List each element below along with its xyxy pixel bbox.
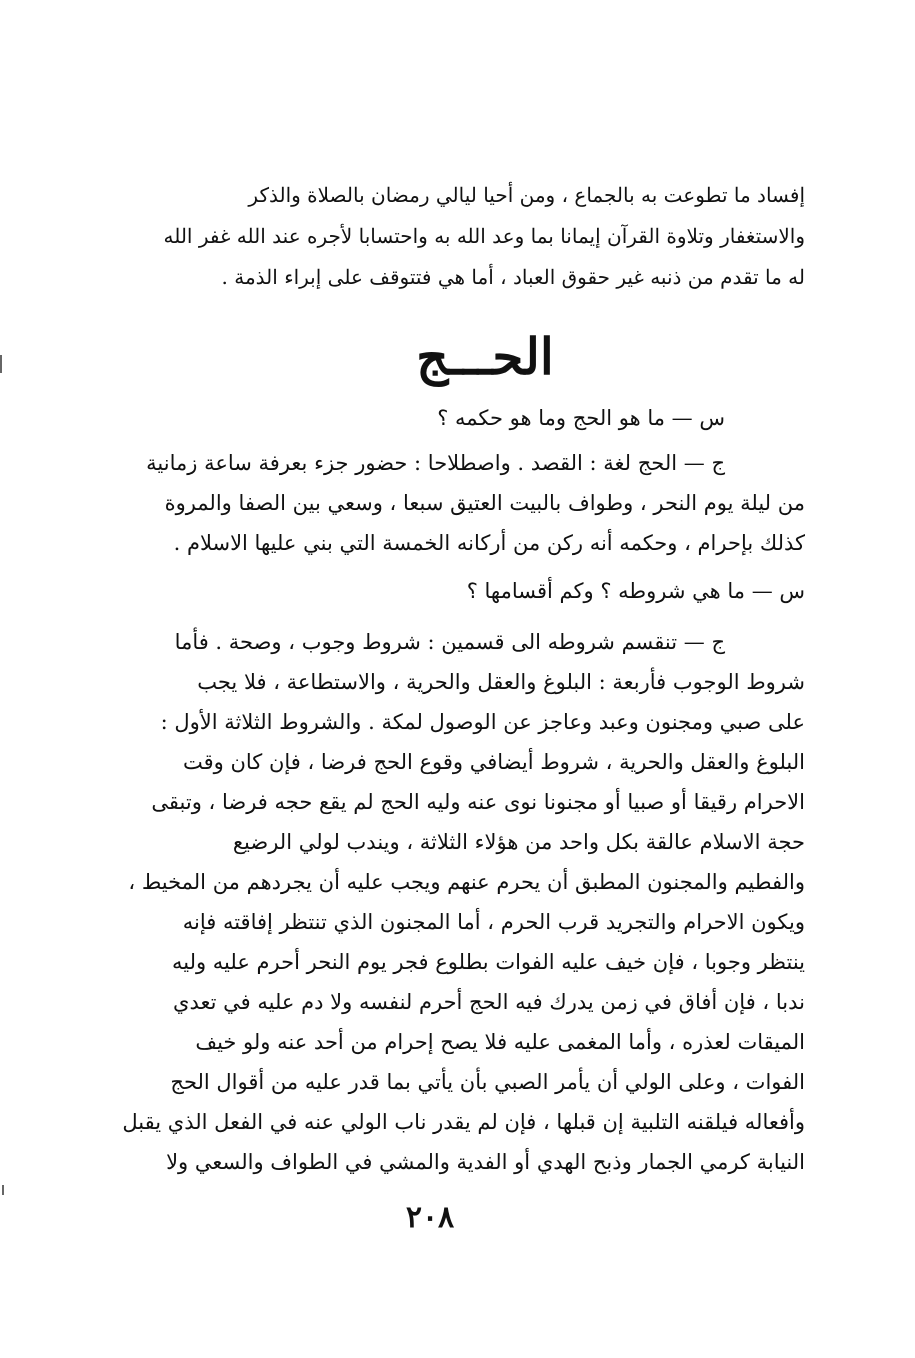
text-line: له ما تقدم من ذنبه غير حقوق العباد ، أما هي فتتوقف على إبراء الذمة . <box>221 265 805 289</box>
question-2 <box>105 571 805 611</box>
text-line: ينتظر وجوبا ، فإن خيف عليه الفوات بطلوع فجر يوم النحر أحرم عليه وليه <box>171 950 805 974</box>
answer-1 <box>105 443 805 563</box>
scan-edge-mark <box>2 1185 4 1195</box>
text-line: ندبا ، فإن أفاق في زمن يدرك فيه الحج أحرم لنفسه ولا دم عليه في تعدي <box>173 990 805 1014</box>
text-line: البلوغ والعقل والحرية ، شروط أيضافي وقوع الحج فرضا ، فإن كان وقت <box>182 750 805 774</box>
text-line: وأفعاله فيلقنه التلبية إن قبلها ، فإن لم يقدر ناب الولي عنه في الفعل الذي يقبل <box>122 1110 805 1134</box>
text-line: النيابة كرمي الجمار وذبح الهدي أو الفدية والمشي في الطواف والسعي ولا <box>166 1150 805 1174</box>
question-text: س — ما هي شروطه ؟ وكم أقسامها ؟ <box>466 579 805 603</box>
text-line: ويكون الاحرام والتجريد قرب الحرم ، أما المجنون الذي تنتظر إفاقته فإنه <box>182 910 805 934</box>
page-number: ٢٠٨ <box>405 1200 455 1235</box>
text-line: والاستغفار وتلاوة القرآن إيمانا بما وعد الله به واحتسابا لأجره عند الله غفر الله <box>163 224 805 248</box>
section-title: الحـــج <box>416 327 554 386</box>
intro-paragraph <box>105 175 805 298</box>
text-line: كذلك بإحرام ، وحكمه أنه ركن من أركانه الخمسة التي بني عليها الاسلام . <box>173 531 805 555</box>
text-line: الفوات ، وعلى الولي أن يأمر الصبي بأن يأتي بما قدر عليه من أقوال الحج <box>170 1070 805 1094</box>
scan-edge-mark <box>0 355 2 373</box>
text-line: شروط الوجوب فأربعة : البلوغ والعقل والحرية ، والاستطاعة ، فلا يجب <box>197 670 805 694</box>
text-line: من ليلة يوم النحر ، وطواف بالبيت العتيق سبعا ، وسعي بين الصفا والمروة <box>164 491 805 515</box>
text-line: ج — تنقسم شروطه الى قسمين : شروط وجوب ، وصحة . فأما <box>174 630 725 654</box>
text-line: حجة الاسلام عالقة بكل واحد من هؤلاء الثلاثة ، ويندب لولي الرضيع <box>232 830 805 854</box>
text-line: إفساد ما تطوعت به بالجماع ، ومن أحيا ليالي رمضان بالصلاة والذكر <box>248 183 805 207</box>
text-line: والفطيم والمجنون المطبق أن يحرم عنهم ويجب عليه أن يجردهم من المخيط ، <box>128 870 805 894</box>
text-line: الاحرام رقيقا أو صبيا أو مجنونا نوى عنه وليه الحج لم يقع حجه فرضا ، وتبقى <box>151 790 805 814</box>
question-1 <box>105 398 805 438</box>
text-line: على صبي ومجنون وعبد وعاجز عن الوصول لمكة . والشروط الثلاثة الأول : <box>160 710 805 734</box>
text-line: الميقات لعذره ، وأما المغمى عليه فلا يصح إحرام من أحد عنه ولو خيف <box>195 1030 805 1054</box>
answer-2 <box>105 622 805 1182</box>
question-text: س — ما هو الحج وما هو حكمه ؟ <box>437 406 725 430</box>
text-line: ج — الحج لغة : القصد . واصطلاحا : حضور جزء بعرفة ساعة زمانية <box>146 451 725 475</box>
